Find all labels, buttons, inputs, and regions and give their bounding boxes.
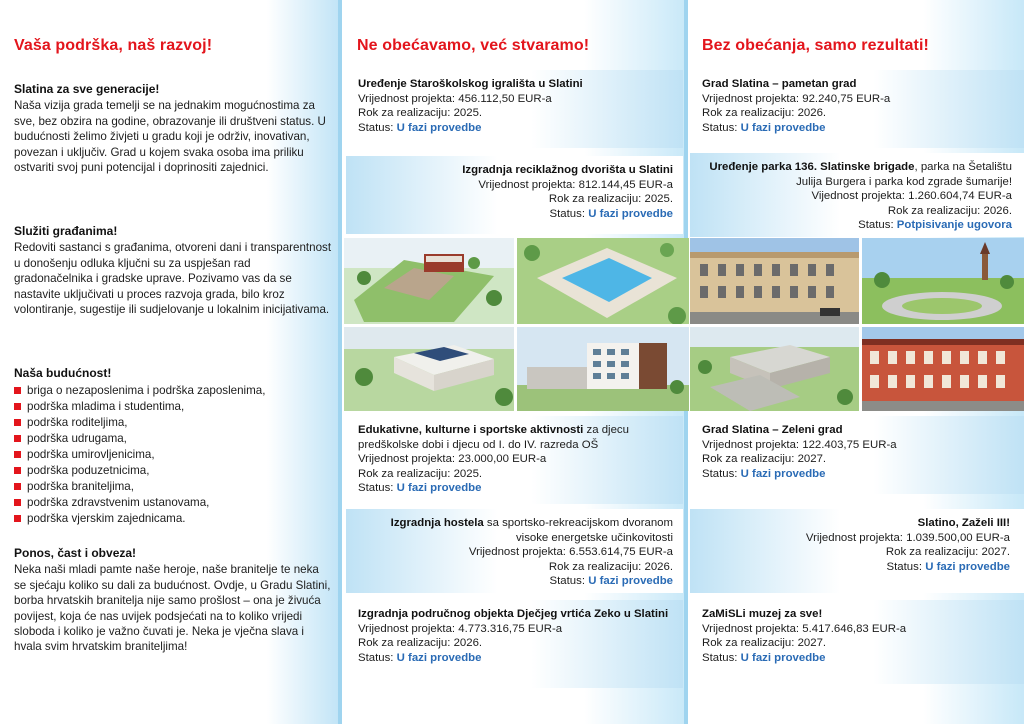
status-value: U fazi provedbe (740, 467, 826, 480)
project-title: ZaMiSLi muzej za sve! (702, 608, 823, 620)
col1-heading: Vaša podrška, naš razvoj! (14, 37, 213, 54)
project-card-museum (690, 600, 1024, 684)
project-status (358, 574, 673, 589)
project-value: Vrijednost projekta: 92.240,75 EUR-a (702, 92, 891, 105)
list-item: podrška roditeljima, (14, 415, 332, 431)
status-label: Status: (549, 207, 586, 220)
project-deadline: Rok za realizaciju: 2027. (702, 453, 827, 466)
list-item: podrška vjerskim zajednicama. (14, 511, 332, 527)
column-divider (338, 0, 342, 724)
project-status (358, 651, 673, 666)
project-value: Vrijednost projekta: 23.000,00 EUR-a (358, 453, 547, 466)
list-item: podrška udrugama, (14, 431, 332, 447)
project-title-rest: sa sportsko-rekreacijskom dvoranom visoke energetske učinkovitosti (483, 517, 673, 544)
section-title: Služiti građanima! (14, 224, 118, 238)
section-pride-honor (14, 546, 332, 655)
project-status (702, 218, 1012, 233)
project-deadline: Rok za realizaciju: 2025. (548, 193, 673, 206)
project-value: Vrijednost projekta: 456.112,50 EUR-a (358, 92, 552, 105)
project-title: Grad Slatina – Zeleni grad (702, 424, 843, 436)
project-deadline: Rok za realizaciju: 2027. (702, 637, 827, 650)
project-title-rest: za djecu predškolske dobi i djecu od I. do IV. razreda OŠ (358, 424, 629, 451)
project-title-rest: , parka na Šetalištu Julija Burgera i parka kod zgrade šumarije! (796, 161, 1012, 188)
status-label: Status: (358, 121, 394, 134)
photo-grid-col2 (344, 238, 689, 411)
col2-heading: Ne obećavamo, već stvaramo! (357, 37, 590, 54)
project-card-zazeli (690, 509, 1024, 593)
list-item: podrška umirovljenicima, (14, 447, 332, 463)
project-value: Vrijednost projekta: 812.144,45 EUR-a (478, 178, 673, 191)
status-label: Status: (358, 482, 394, 495)
section-title: Ponos, čast i obveza! (14, 546, 137, 560)
section-title: Naša budućnost! (14, 366, 112, 380)
project-status (358, 207, 673, 222)
kindergarten-render (344, 327, 514, 411)
project-card-activities (346, 416, 683, 504)
project-status (358, 121, 673, 136)
list-item: podrška poduzetnicima, (14, 463, 332, 479)
project-value: Vrijednost projekta: 5.417.646,83 EUR-a (702, 622, 907, 635)
status-label: Status: (358, 651, 394, 664)
project-deadline: Rok za realizaciju: 2025. (358, 107, 483, 120)
project-status (702, 651, 1014, 666)
section-generations (14, 82, 332, 175)
project-title: Uređenje parka 136. Slatinske brigade (709, 161, 915, 173)
status-value: U fazi provedbe (588, 575, 673, 588)
section-our-future (14, 366, 332, 527)
project-title: Slatino, Zaželi III! (917, 517, 1010, 529)
project-title: Izgradnja hostela (390, 517, 484, 529)
historic-building-photo (862, 327, 1024, 411)
project-value: Vijednost projekta: 1.260.604,74 EUR-a (811, 190, 1012, 203)
status-label: Status: (858, 219, 894, 232)
project-title: Izgradnja reciklažnog dvorišta u Slatini (462, 164, 673, 176)
project-card-smart-city (690, 70, 1024, 148)
col3-heading: Bez obećanja, samo rezultati! (702, 37, 929, 54)
status-label: Status: (886, 560, 923, 573)
status-value: U fazi provedbe (740, 651, 826, 664)
project-value: Vrijednost projekta: 6.553.614,75 EUR-a (468, 546, 673, 559)
section-serving-citizens (14, 224, 332, 317)
project-card-parks (690, 153, 1024, 237)
status-label: Status: (549, 575, 586, 588)
status-label: Status: (702, 121, 738, 134)
project-card-recycling (346, 156, 683, 234)
project-title: Izgradnja područnog objekta Dječjeg vrtića Zeko u Slatini (358, 608, 669, 620)
project-card-hostel (346, 509, 683, 593)
project-card-green-city (690, 416, 1024, 494)
project-deadline: Rok za realizaciju: 2026. (358, 637, 483, 650)
project-title: Grad Slatina – pametan grad (702, 78, 857, 90)
project-deadline: Rok za realizaciju: 2026. (887, 204, 1012, 217)
section-body: Redoviti sastanci s građanima, otvoreni dani i transparentnost u donošenju odluka ključni su za uspješan rad gradonačelnika i gradske uprave. Pozivamo vas da se nastavite uključivati u proces razvoja grada, bilo kroz volontiranje, sugestije ili sudjelovanje u lokalnim inicijativama. (14, 241, 332, 317)
project-title: Edukativne, kulturne i sportske aktivnosti (358, 424, 584, 436)
list-item: podrška zdravstvenim ustanovama, (14, 495, 332, 511)
section-body: Neka naši mladi pamte naše heroje, naše branitelje te neka se sjećaju koliko su dali za budućnost. Ovdje, u Gradu Slatini, borba hrvatskih branitelja nije samo prošlost – ona je živuća povijest, koja će nas uvijek podsjećati na to koliko vrijedi sloboda i koliko je važno čuvati je. Neka je vječna slava i hvala svim hrvatskim braniteljima! (14, 563, 331, 654)
photo-grid-col3 (690, 238, 1024, 411)
museum-building-photo (690, 238, 859, 324)
status-value: Potpisivanje ugovora (896, 219, 1012, 232)
list-item: podrška mladima i studentima, (14, 399, 332, 415)
project-deadline: Rok za realizaciju: 2027. (885, 546, 1010, 559)
playground-render (344, 238, 514, 324)
status-value: U fazi provedbe (396, 121, 482, 134)
status-value: U fazi provedbe (396, 651, 482, 664)
status-value: U fazi provedbe (925, 560, 1010, 573)
list-item: podrška braniteljima, (14, 479, 332, 495)
status-value: U fazi provedbe (740, 121, 826, 134)
hostel-render (517, 327, 689, 411)
section-body: Naša vizija grada temelji se na jednakim mogućnostima za sve, bez obzira na godine, obrazovanje ili društveni status. U budućnosti želimo živjeti u gradu koji je održiv, inovativan, povezan i uključiv. Grad u kojem svaka osoba ima priliku ostvariti svoj puni potencijal i doprinositi zajednici. (14, 99, 326, 175)
project-status (358, 481, 673, 496)
project-card-playground (346, 70, 683, 148)
list-item: briga o nezaposlenima i podrška zaposlenima, (14, 383, 332, 399)
project-status (702, 121, 1014, 136)
recycling-yard-render (690, 327, 859, 411)
status-label: Status: (702, 651, 738, 664)
project-value: Vrijednost projekta: 1.039.500,00 EUR-a (805, 531, 1010, 544)
status-label: Status: (702, 467, 738, 480)
project-deadline: Rok za realizaciju: 2026. (548, 560, 673, 573)
status-value: U fazi provedbe (396, 482, 482, 495)
status-value: U fazi provedbe (588, 207, 673, 220)
section-title: Slatina za sve generacije! (14, 82, 160, 96)
project-status (702, 560, 1010, 575)
project-status (702, 467, 1014, 482)
park-render (862, 238, 1024, 324)
project-value: Vrijednost projekta: 122.403,75 EUR-a (702, 438, 897, 451)
project-value: Vrijednost projekta: 4.773.316,75 EUR-a (358, 622, 563, 635)
project-deadline: Rok za realizaciju: 2026. (702, 107, 827, 120)
project-deadline: Rok za realizaciju: 2025. (358, 467, 483, 480)
future-list (14, 383, 332, 527)
project-card-kindergarten (346, 600, 683, 688)
pool-render (517, 238, 689, 324)
project-title: Uređenje Staroškolskog igrališta u Slatini (358, 78, 583, 90)
